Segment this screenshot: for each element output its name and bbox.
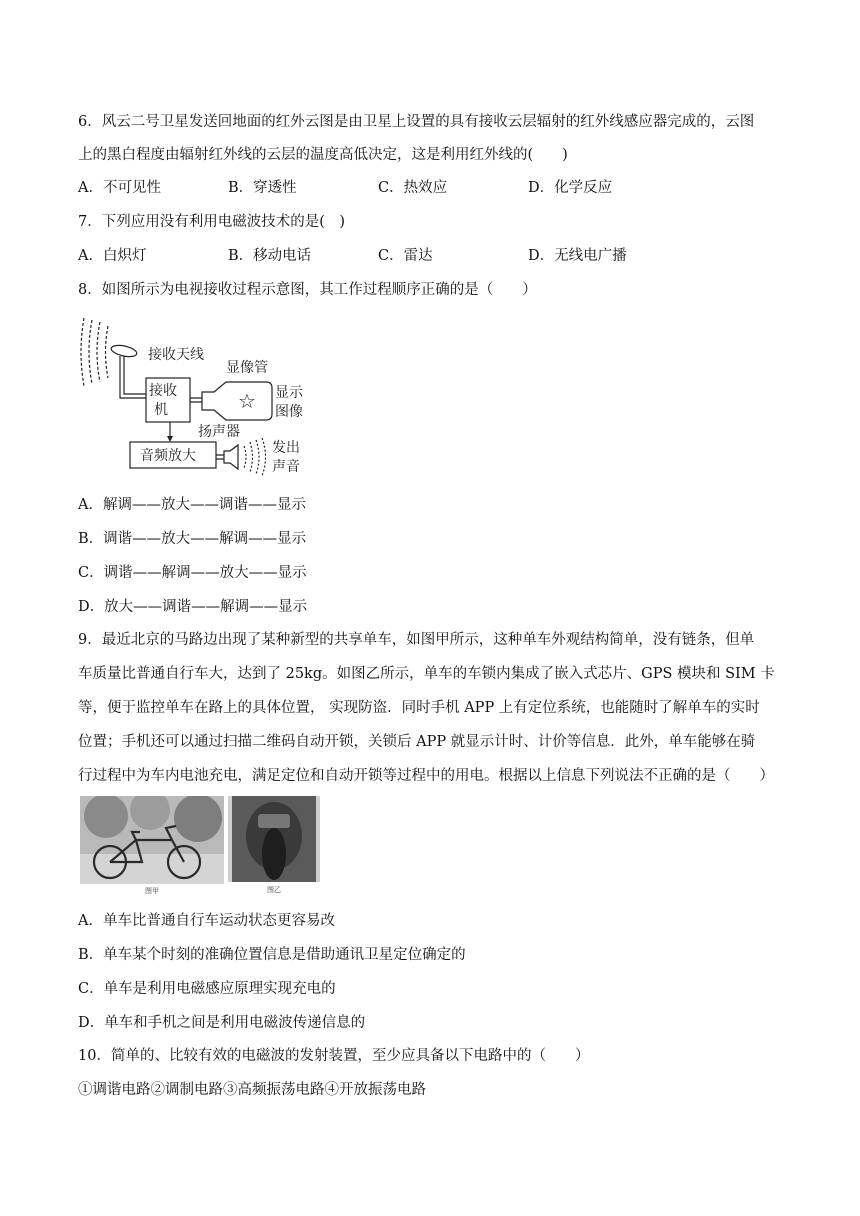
q10-circuit-list: ①调谐电路②调制电路③高频振荡电路④开放振荡电路 <box>78 1082 426 1098</box>
q8-option-c[interactable]: C．调谐——解调——放大——显示 <box>78 565 307 581</box>
lock-wheel <box>262 828 286 880</box>
label-audio-amplifier: 音频放大 <box>140 448 196 464</box>
q9-stem-line5: 行过程中为车内电池充电，满足定位和自动开锁等过程中的用电。根据以上信息下列说法不正确的是（ ） <box>78 768 774 784</box>
q9-stem-line3: 等，便于监控单车在路上的具体位置， 实现防盗．同时手机 APP 上有定位系统，也能随时了解单车的实时 <box>78 700 760 716</box>
incoming-wave-3 <box>97 322 100 382</box>
label-sound-1: 发出 <box>272 440 300 456</box>
q6-option-c[interactable]: C．热效应 <box>378 180 448 196</box>
q9-option-c[interactable]: C．单车是利用电磁感应原理实现充电的 <box>78 981 336 997</box>
q6-stem-line1: 6．风云二号卫星发送回地面的红外云图是由卫星上设置的具有接收云层辐射的红外线感应器完成的，云图 <box>78 114 755 130</box>
q8-option-b[interactable]: B．调谐——放大——解调——显示 <box>78 531 307 547</box>
q6-stem-line2: 上的黑白程度由辐射红外线的云层的温度高低决定，这是利用红外线的( ) <box>78 147 568 163</box>
q10-stem: 10．简单的、比较有效的电磁波的发射装置，至少应具备以下电路中的（ ） <box>78 1048 590 1064</box>
q9-option-a[interactable]: A．单车比普通自行车运动状态更容易改 <box>78 913 335 929</box>
q7-stem: 7．下列应用没有利用电磁波技术的是( ) <box>78 214 346 230</box>
label-speaker: 扬声器 <box>198 424 240 440</box>
q8-stem: 8．如图所示为电视接收过程示意图，其工作过程顺序正确的是（ ） <box>78 282 537 298</box>
sound-wave-1 <box>244 446 246 468</box>
q9-option-b[interactable]: B．单车某个时刻的准确位置信息是借助通讯卫星定位确定的 <box>78 947 466 963</box>
q8-option-d[interactable]: D．放大——调谐——解调——显示 <box>78 599 308 615</box>
incoming-wave-4 <box>106 326 109 378</box>
sound-wave-3 <box>256 440 259 474</box>
sound-wave-2 <box>250 442 253 472</box>
incoming-wave-1 <box>81 318 84 386</box>
label-antenna: 接收天线 <box>148 347 204 363</box>
lock-box <box>258 814 290 828</box>
q6-option-d[interactable]: D．化学反应 <box>528 180 613 196</box>
q7-option-c[interactable]: C．雷达 <box>378 248 433 264</box>
label-picture-tube: 显像管 <box>226 360 268 376</box>
picture-tube <box>202 382 272 420</box>
q8-option-a[interactable]: A．解调——放大——调谐——显示 <box>78 497 306 513</box>
shared-bike-photo <box>80 796 224 896</box>
label-receiver-2: 机 <box>154 402 168 418</box>
q7-option-a[interactable]: A．白炽灯 <box>78 248 147 264</box>
incoming-wave-2 <box>89 320 92 384</box>
q9-stem-line4: 位置；手机还可以通过扫描二维码自动开锁，关锁后 APP 就显示计时、计价等信息．此外，单车能够在骑 <box>78 734 756 750</box>
label-display-1: 显示 <box>275 385 303 401</box>
label-display-2: 图像 <box>275 404 303 420</box>
tv-reception-diagram <box>78 312 318 482</box>
q7-option-d[interactable]: D．无线电广播 <box>528 248 627 264</box>
q7-option-b[interactable]: B．移动电话 <box>228 248 312 264</box>
q6-option-a[interactable]: A．不可见性 <box>78 180 161 196</box>
q6-option-b[interactable]: B．穿透性 <box>228 180 297 196</box>
bike-lock-photo <box>228 796 320 896</box>
label-sound-2: 声音 <box>272 459 300 475</box>
speaker-icon <box>224 445 238 469</box>
star-icon: ☆ <box>238 389 256 413</box>
sound-wave-4 <box>262 438 266 476</box>
q9-stem-line2: 车质量比普通自行车大，达到了 25kg。如图乙所示，单车的车锁内集成了嵌入式芯片、GPS 模块和 SIM 卡 <box>78 666 775 682</box>
label-receiver-1: 接收 <box>149 383 177 399</box>
caption-fig-b: 图乙 <box>267 886 281 894</box>
q9-stem-line1: 9．最近北京的马路边出现了某种新型的共享单车，如图甲所示，这种单车外观结构简单，没有链条，但单 <box>78 632 755 648</box>
caption-fig-a: 图甲 <box>145 887 159 895</box>
q9-option-d[interactable]: D．单车和手机之间是利用电磁波传递信息的 <box>78 1015 366 1031</box>
